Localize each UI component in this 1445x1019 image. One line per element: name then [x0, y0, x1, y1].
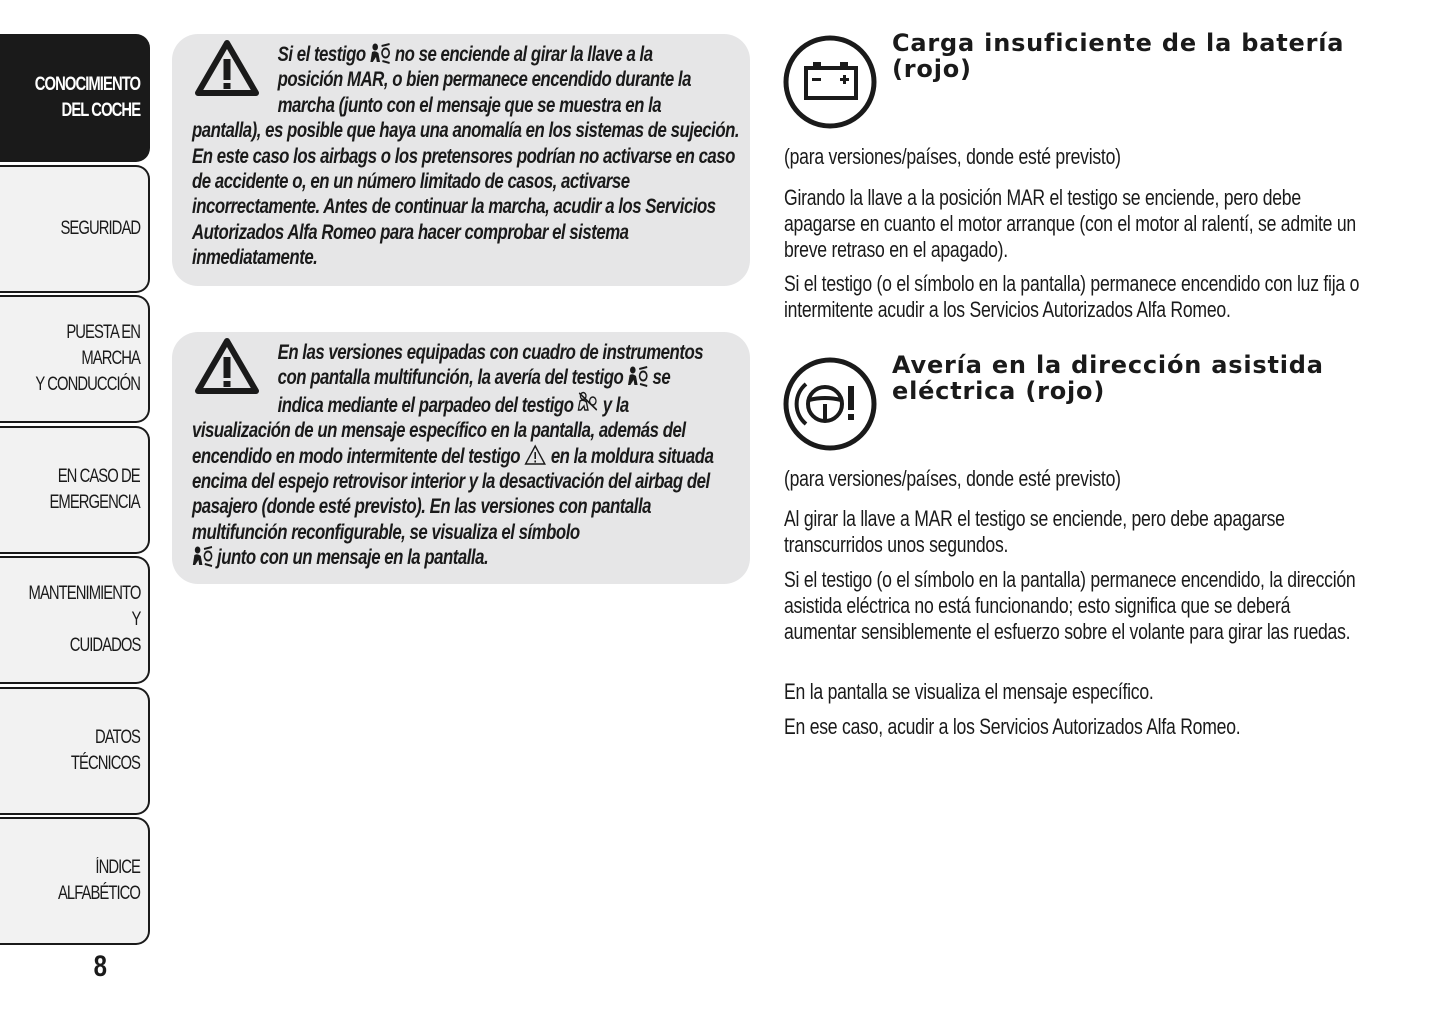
battery-paragraph-2: Si el testigo (o el símbolo en la pantalla) permanece encendido con luz fija o intermitente acudir a los Servicios Autorizados Alfa Romeo. — [784, 271, 1360, 322]
page-number: 8 — [93, 950, 108, 983]
warning-box-airbag-2 — [172, 332, 750, 584]
tab-conocimiento-del-coche[interactable]: CONOCIMIENTO DEL COCHE — [0, 34, 150, 162]
warning-box-airbag — [172, 34, 750, 286]
section-note-steering: (para versiones/países, donde esté previsto) — [784, 466, 1121, 491]
section-note-battery: (para versiones/países, donde esté previsto) — [784, 144, 1121, 169]
power-steering-icon — [782, 356, 878, 452]
airbag-icon — [628, 365, 649, 387]
steering-paragraph-4: En ese caso, acudir a los Servicios Autorizados Alfa Romeo. — [784, 714, 1241, 739]
tab-mantenimiento[interactable]: MANTENIMIENTO Y CUIDADOS — [0, 556, 150, 684]
warning-text-1: Si el testigo no se enciende al girar la llave a la posición MAR, o bien permanece encendido durante la marcha (junto con el mensaje que se muestra en la pantalla), es posible que haya una anomalía en los sistemas de sujeción. En este caso los airbags o los pretensores podrían no activarse en caso de accidente o, en un número limitado de casos, activarse incorrectamente. Antes de continuar la marcha, acudir a los Servicios Autorizados Alfa Romeo para hacer comprobar el sistema inmediatamente. — [192, 43, 740, 270]
section-title-steering: Avería en la dirección asistida eléctrica (rojo) — [892, 351, 1324, 405]
battery-paragraph-1: Girando la llave a la posición MAR el testigo se enciende, pero debe apagarse en cuanto el motor arranque (con el motor al ralentí, se admite un breve retraso en el apagado). — [784, 185, 1356, 262]
steering-paragraph-3: En la pantalla se visualiza el mensaje específico. — [784, 679, 1154, 704]
tab-puesta-en-marcha[interactable]: PUESTA EN MARCHA Y CONDUCCIÓN — [0, 295, 150, 423]
warning-triangle-small-icon — [524, 444, 546, 466]
steering-paragraph-2: Si el testigo (o el símbolo en la pantalla) permanece encendido, la dirección asistida eléctrica no está funcionando; esto significa que se deberá aumentar sensiblemente el esfuerzo sobre el volante para girar las ruedas. — [784, 567, 1356, 644]
tab-seguridad[interactable]: SEGURIDAD — [0, 165, 150, 293]
airbag-icon — [192, 545, 213, 567]
tab-en-caso-de-emergencia[interactable]: EN CASO DE EMERGENCIA — [0, 426, 150, 554]
passenger-airbag-off-icon — [578, 391, 599, 415]
section-title-battery: Carga insuficiente de la batería (rojo) — [892, 29, 1345, 83]
warning-text-2: En las versiones equipadas con cuadro de instrumentos con pantalla multifunción, la avería del testigo se indica mediante el parpadeo del testigo y la visualización de un mensaje específico en la pantalla, además del encendido en modo intermitente del testigo en la moldura situada encima del espejo retrovisor interior y la desactivación del airbag del pasajero (donde esté previsto). En las versiones con pantalla multifunción reconfigurable, se visualiza el símbolo junto con un mensaje en la pantalla. — [192, 341, 714, 570]
steering-paragraph-1: Al girar la llave a MAR el testigo se enciende, pero debe apagarse transcurridos unos segundos. — [784, 506, 1285, 557]
battery-icon — [782, 34, 878, 130]
tab-indice-alfabetico[interactable]: ÍNDICE ALFABÉTICO — [0, 817, 150, 945]
tab-datos-tecnicos[interactable]: DATOS TÉCNICOS — [0, 687, 150, 815]
airbag-icon — [370, 42, 391, 64]
